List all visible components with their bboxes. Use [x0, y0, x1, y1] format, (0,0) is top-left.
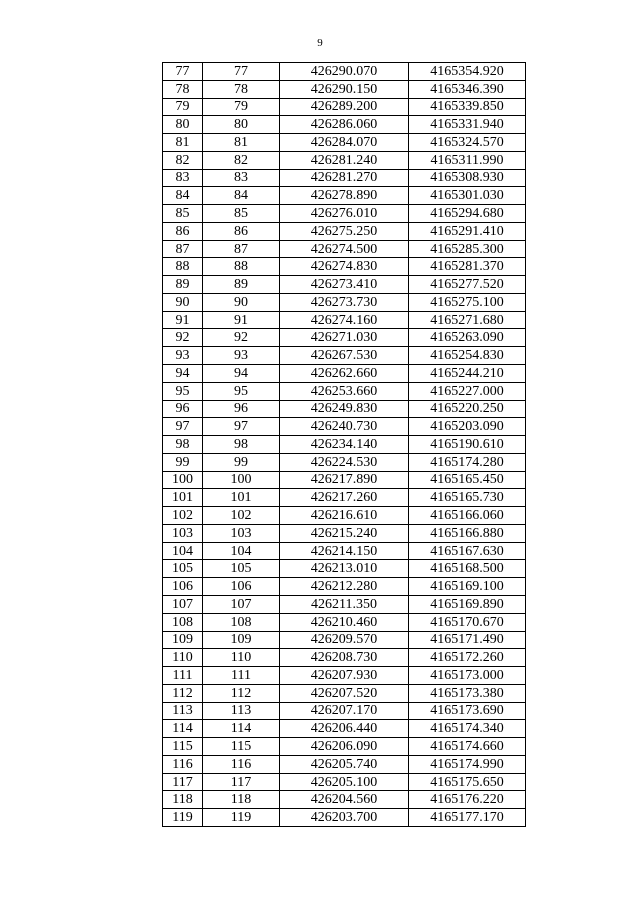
- point-number-cell: 93: [163, 347, 203, 365]
- x-coordinate-cell: 426273.410: [280, 276, 409, 294]
- x-coordinate-cell: 426208.730: [280, 649, 409, 667]
- point-label-cell: 83: [203, 169, 280, 187]
- point-label-cell: 88: [203, 258, 280, 276]
- table-row: [163, 773, 526, 791]
- x-coordinate-cell: 426217.260: [280, 489, 409, 507]
- x-coordinate-cell: 426216.610: [280, 507, 409, 525]
- x-coordinate-cell: 426207.170: [280, 702, 409, 720]
- y-coordinate-cell: 4165174.340: [409, 720, 526, 738]
- y-coordinate-cell: 4165172.260: [409, 649, 526, 667]
- table-row: [163, 524, 526, 542]
- y-coordinate-cell: 4165227.000: [409, 382, 526, 400]
- y-coordinate-cell: 4165174.280: [409, 453, 526, 471]
- table-row: [163, 222, 526, 240]
- y-coordinate-cell: 4165294.680: [409, 205, 526, 223]
- point-label-cell: 89: [203, 276, 280, 294]
- table-row: [163, 80, 526, 98]
- y-coordinate-cell: 4165308.930: [409, 169, 526, 187]
- point-label-cell: 85: [203, 205, 280, 223]
- x-coordinate-cell: 426275.250: [280, 222, 409, 240]
- y-coordinate-cell: 4165169.100: [409, 578, 526, 596]
- point-number-cell: 87: [163, 240, 203, 258]
- point-number-cell: 102: [163, 507, 203, 525]
- table-row: [163, 667, 526, 685]
- y-coordinate-cell: 4165311.990: [409, 151, 526, 169]
- point-number-cell: 85: [163, 205, 203, 223]
- x-coordinate-cell: 426281.240: [280, 151, 409, 169]
- x-coordinate-cell: 426240.730: [280, 418, 409, 436]
- y-coordinate-cell: 4165190.610: [409, 436, 526, 454]
- x-coordinate-cell: 426217.890: [280, 471, 409, 489]
- point-label-cell: 80: [203, 116, 280, 134]
- point-label-cell: 110: [203, 649, 280, 667]
- table-row: [163, 329, 526, 347]
- x-coordinate-cell: 426290.150: [280, 80, 409, 98]
- point-label-cell: 87: [203, 240, 280, 258]
- x-coordinate-cell: 426215.240: [280, 524, 409, 542]
- table-row: [163, 400, 526, 418]
- y-coordinate-cell: 4165271.680: [409, 311, 526, 329]
- y-coordinate-cell: 4165171.490: [409, 631, 526, 649]
- point-number-cell: 90: [163, 293, 203, 311]
- point-number-cell: 95: [163, 382, 203, 400]
- y-coordinate-cell: 4165324.570: [409, 134, 526, 152]
- table-row: [163, 755, 526, 773]
- point-label-cell: 94: [203, 365, 280, 383]
- point-number-cell: 112: [163, 684, 203, 702]
- x-coordinate-cell: 426205.100: [280, 773, 409, 791]
- point-number-cell: 89: [163, 276, 203, 294]
- point-label-cell: 82: [203, 151, 280, 169]
- table-row: [163, 791, 526, 809]
- point-label-cell: 115: [203, 738, 280, 756]
- point-number-cell: 78: [163, 80, 203, 98]
- table-row: [163, 578, 526, 596]
- table-row: [163, 542, 526, 560]
- point-label-cell: 98: [203, 436, 280, 454]
- x-coordinate-cell: 426209.570: [280, 631, 409, 649]
- point-number-cell: 107: [163, 595, 203, 613]
- point-number-cell: 110: [163, 649, 203, 667]
- point-number-cell: 80: [163, 116, 203, 134]
- table-row: [163, 418, 526, 436]
- table-row: [163, 258, 526, 276]
- x-coordinate-cell: 426276.010: [280, 205, 409, 223]
- y-coordinate-cell: 4165168.500: [409, 560, 526, 578]
- y-coordinate-cell: 4165173.690: [409, 702, 526, 720]
- x-coordinate-cell: 426210.460: [280, 613, 409, 631]
- x-coordinate-cell: 426281.270: [280, 169, 409, 187]
- table-row: [163, 276, 526, 294]
- table-row: [163, 311, 526, 329]
- point-number-cell: 108: [163, 613, 203, 631]
- point-number-cell: 119: [163, 809, 203, 827]
- y-coordinate-cell: 4165254.830: [409, 347, 526, 365]
- x-coordinate-cell: 426262.660: [280, 365, 409, 383]
- y-coordinate-cell: 4165291.410: [409, 222, 526, 240]
- point-number-cell: 116: [163, 755, 203, 773]
- point-number-cell: 115: [163, 738, 203, 756]
- point-label-cell: 99: [203, 453, 280, 471]
- coordinates-table: [162, 62, 526, 827]
- point-number-cell: 118: [163, 791, 203, 809]
- table-row: [163, 98, 526, 116]
- point-label-cell: 81: [203, 134, 280, 152]
- point-label-cell: 117: [203, 773, 280, 791]
- x-coordinate-cell: 426212.280: [280, 578, 409, 596]
- table-row: [163, 809, 526, 827]
- table-row: [163, 453, 526, 471]
- table-row: [163, 205, 526, 223]
- y-coordinate-cell: 4165220.250: [409, 400, 526, 418]
- table-row: [163, 63, 526, 81]
- point-number-cell: 109: [163, 631, 203, 649]
- y-coordinate-cell: 4165173.000: [409, 667, 526, 685]
- x-coordinate-cell: 426205.740: [280, 755, 409, 773]
- x-coordinate-cell: 426271.030: [280, 329, 409, 347]
- table-row: [163, 684, 526, 702]
- y-coordinate-cell: 4165166.880: [409, 524, 526, 542]
- point-label-cell: 102: [203, 507, 280, 525]
- x-coordinate-cell: 426289.200: [280, 98, 409, 116]
- point-label-cell: 116: [203, 755, 280, 773]
- point-label-cell: 77: [203, 63, 280, 81]
- point-label-cell: 106: [203, 578, 280, 596]
- table-row: [163, 560, 526, 578]
- page-number: 9: [317, 37, 323, 49]
- x-coordinate-cell: 426234.140: [280, 436, 409, 454]
- x-coordinate-cell: 426273.730: [280, 293, 409, 311]
- point-number-cell: 106: [163, 578, 203, 596]
- y-coordinate-cell: 4165173.380: [409, 684, 526, 702]
- point-label-cell: 111: [203, 667, 280, 685]
- table-row: [163, 365, 526, 383]
- point-number-cell: 98: [163, 436, 203, 454]
- point-number-cell: 104: [163, 542, 203, 560]
- x-coordinate-cell: 426253.660: [280, 382, 409, 400]
- point-label-cell: 118: [203, 791, 280, 809]
- x-coordinate-cell: 426207.930: [280, 667, 409, 685]
- y-coordinate-cell: 4165165.730: [409, 489, 526, 507]
- point-label-cell: 104: [203, 542, 280, 560]
- table-row: [163, 169, 526, 187]
- point-number-cell: 99: [163, 453, 203, 471]
- point-number-cell: 88: [163, 258, 203, 276]
- y-coordinate-cell: 4165165.450: [409, 471, 526, 489]
- x-coordinate-cell: 426204.560: [280, 791, 409, 809]
- point-label-cell: 108: [203, 613, 280, 631]
- x-coordinate-cell: 426274.500: [280, 240, 409, 258]
- table-row: [163, 116, 526, 134]
- x-coordinate-cell: 426214.150: [280, 542, 409, 560]
- table-row: [163, 489, 526, 507]
- point-number-cell: 103: [163, 524, 203, 542]
- y-coordinate-cell: 4165277.520: [409, 276, 526, 294]
- table-row: [163, 613, 526, 631]
- point-label-cell: 79: [203, 98, 280, 116]
- point-number-cell: 84: [163, 187, 203, 205]
- point-label-cell: 86: [203, 222, 280, 240]
- y-coordinate-cell: 4165169.890: [409, 595, 526, 613]
- point-label-cell: 93: [203, 347, 280, 365]
- table-row: [163, 293, 526, 311]
- y-coordinate-cell: 4165177.170: [409, 809, 526, 827]
- y-coordinate-cell: 4165275.100: [409, 293, 526, 311]
- table-row: [163, 702, 526, 720]
- table-row: [163, 187, 526, 205]
- x-coordinate-cell: 426290.070: [280, 63, 409, 81]
- table-row: [163, 134, 526, 152]
- y-coordinate-cell: 4165175.650: [409, 773, 526, 791]
- y-coordinate-cell: 4165170.670: [409, 613, 526, 631]
- point-label-cell: 112: [203, 684, 280, 702]
- table-row: [163, 436, 526, 454]
- table-row: [163, 738, 526, 756]
- point-label-cell: 105: [203, 560, 280, 578]
- x-coordinate-cell: 426249.830: [280, 400, 409, 418]
- point-number-cell: 113: [163, 702, 203, 720]
- point-number-cell: 86: [163, 222, 203, 240]
- point-label-cell: 84: [203, 187, 280, 205]
- y-coordinate-cell: 4165301.030: [409, 187, 526, 205]
- point-label-cell: 92: [203, 329, 280, 347]
- point-label-cell: 101: [203, 489, 280, 507]
- coordinates-table-body: [163, 63, 526, 827]
- y-coordinate-cell: 4165166.060: [409, 507, 526, 525]
- x-coordinate-cell: 426211.350: [280, 595, 409, 613]
- x-coordinate-cell: 426207.520: [280, 684, 409, 702]
- y-coordinate-cell: 4165244.210: [409, 365, 526, 383]
- x-coordinate-cell: 426224.530: [280, 453, 409, 471]
- point-label-cell: 91: [203, 311, 280, 329]
- y-coordinate-cell: 4165354.920: [409, 63, 526, 81]
- point-number-cell: 83: [163, 169, 203, 187]
- y-coordinate-cell: 4165203.090: [409, 418, 526, 436]
- table-row: [163, 649, 526, 667]
- y-coordinate-cell: 4165174.990: [409, 755, 526, 773]
- y-coordinate-cell: 4165263.090: [409, 329, 526, 347]
- table-row: [163, 720, 526, 738]
- x-coordinate-cell: 426284.070: [280, 134, 409, 152]
- table-row: [163, 507, 526, 525]
- x-coordinate-cell: 426206.090: [280, 738, 409, 756]
- x-coordinate-cell: 426206.440: [280, 720, 409, 738]
- point-number-cell: 94: [163, 365, 203, 383]
- point-label-cell: 95: [203, 382, 280, 400]
- table-row: [163, 382, 526, 400]
- point-number-cell: 105: [163, 560, 203, 578]
- point-label-cell: 119: [203, 809, 280, 827]
- point-label-cell: 107: [203, 595, 280, 613]
- x-coordinate-cell: 426203.700: [280, 809, 409, 827]
- table-row: [163, 595, 526, 613]
- point-number-cell: 100: [163, 471, 203, 489]
- table-row: [163, 471, 526, 489]
- point-label-cell: 100: [203, 471, 280, 489]
- point-number-cell: 111: [163, 667, 203, 685]
- point-number-cell: 97: [163, 418, 203, 436]
- point-number-cell: 79: [163, 98, 203, 116]
- point-label-cell: 96: [203, 400, 280, 418]
- y-coordinate-cell: 4165285.300: [409, 240, 526, 258]
- table-row: [163, 240, 526, 258]
- point-number-cell: 82: [163, 151, 203, 169]
- point-label-cell: 103: [203, 524, 280, 542]
- x-coordinate-cell: 426278.890: [280, 187, 409, 205]
- point-number-cell: 81: [163, 134, 203, 152]
- point-label-cell: 114: [203, 720, 280, 738]
- point-number-cell: 101: [163, 489, 203, 507]
- y-coordinate-cell: 4165346.390: [409, 80, 526, 98]
- point-number-cell: 114: [163, 720, 203, 738]
- point-label-cell: 97: [203, 418, 280, 436]
- point-number-cell: 77: [163, 63, 203, 81]
- point-number-cell: 91: [163, 311, 203, 329]
- y-coordinate-cell: 4165176.220: [409, 791, 526, 809]
- y-coordinate-cell: 4165174.660: [409, 738, 526, 756]
- point-number-cell: 92: [163, 329, 203, 347]
- x-coordinate-cell: 426267.530: [280, 347, 409, 365]
- point-label-cell: 113: [203, 702, 280, 720]
- x-coordinate-cell: 426286.060: [280, 116, 409, 134]
- table-row: [163, 347, 526, 365]
- point-number-cell: 96: [163, 400, 203, 418]
- table-row: [163, 631, 526, 649]
- y-coordinate-cell: 4165167.630: [409, 542, 526, 560]
- point-label-cell: 90: [203, 293, 280, 311]
- x-coordinate-cell: 426274.830: [280, 258, 409, 276]
- x-coordinate-cell: 426213.010: [280, 560, 409, 578]
- table-row: [163, 151, 526, 169]
- point-label-cell: 78: [203, 80, 280, 98]
- y-coordinate-cell: 4165339.850: [409, 98, 526, 116]
- point-label-cell: 109: [203, 631, 280, 649]
- y-coordinate-cell: 4165331.940: [409, 116, 526, 134]
- x-coordinate-cell: 426274.160: [280, 311, 409, 329]
- y-coordinate-cell: 4165281.370: [409, 258, 526, 276]
- point-number-cell: 117: [163, 773, 203, 791]
